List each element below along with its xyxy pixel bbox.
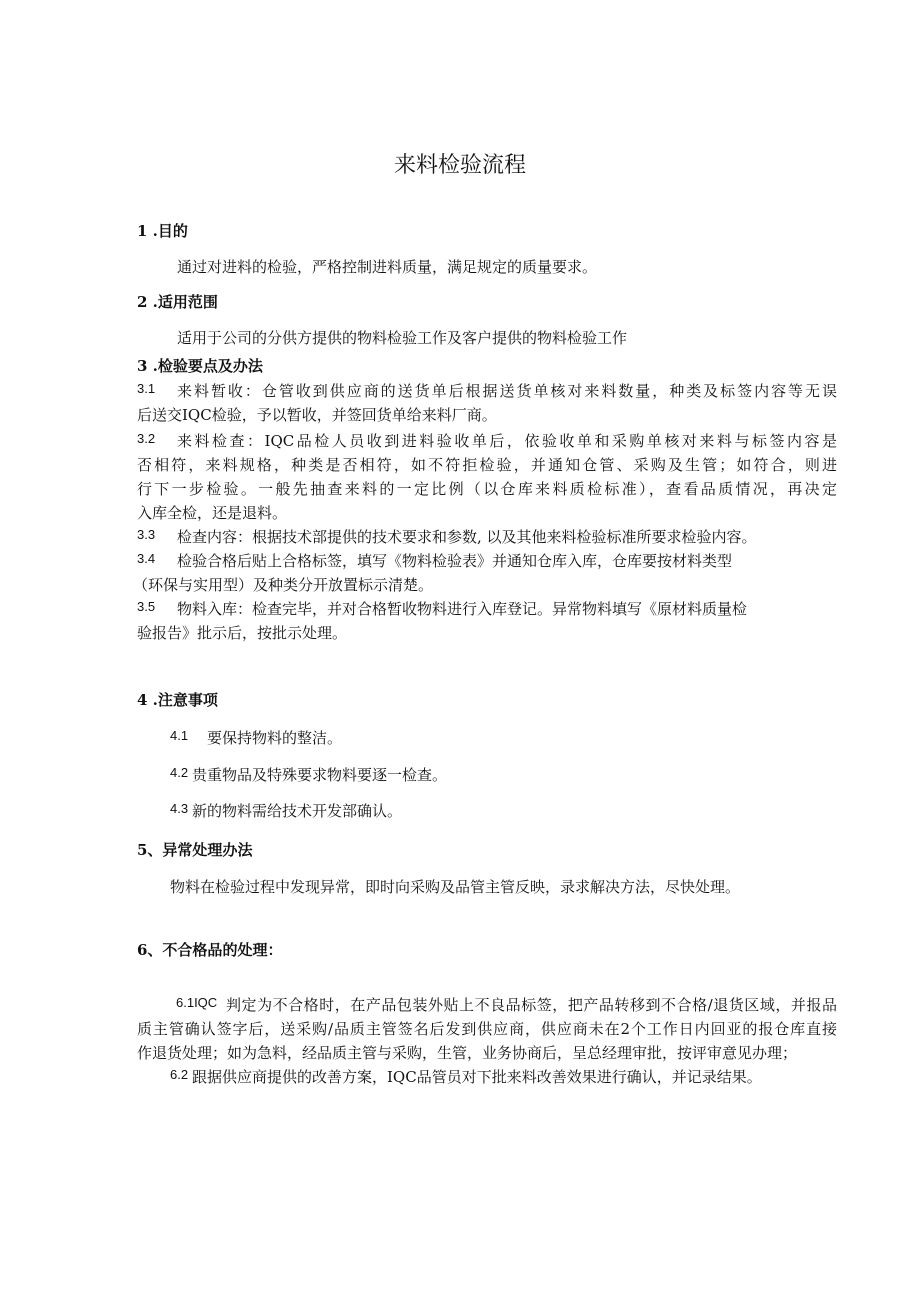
section-6-heading: 6、不合格品的处理： [137,941,283,959]
item-3-2-number: 3.2 [137,431,156,446]
item-6-2-text: 跟据供应商提供的改善方案，IQC品管员对下批来料改善效果进行确认，并记录结果。 [192,1068,762,1086]
section-4-heading: 4 .注意事项 [137,691,218,709]
item-4-2-text: 贵重物品及特殊要求物料要逐一检查。 [192,766,448,784]
section-5-heading: 5、异常处理办法 [137,841,253,859]
item-3-2-line-3: 行下一步检验。一般先抽查来料的一定比例（以仓库来料质检标准），查看品质情况，再决定 [137,480,837,498]
section-3-heading: 3 .检验要点及办法 [137,357,263,375]
item-3-4-number: 3.4 [137,551,156,566]
item-3-4-line-2: （环保与实用型）及种类分开放置标示清楚。 [133,576,434,594]
item-3-1-number: 3.1 [137,381,156,396]
item-3-2-line-2: 否相符，来料规格，种类是否相符，如不符拒检验，并通知仓管、采购及生管；如符合，则进 [137,456,837,474]
item-3-5-line-2: 验报告》批示后，按批示处理。 [137,624,348,642]
section-2-body: 适用于公司的分供方提供的物料检验工作及客户提供的物料检验工作 [177,329,628,347]
item-3-1-line-1: 来料暂收：仓管收到供应商的送货单后根据送货单核对来料数量，种类及标签内容等无误 [177,382,837,400]
item-3-1-line-2: 后送交IQC检验，予以暂收，并签回货单给来料厂商。 [137,406,497,424]
item-3-4-line-1: 检验合格后贴上合格标签，填写《物料检验表》并通知仓库入库，仓库要按材料类型 [177,552,733,570]
item-4-2-number: 4.2 [170,765,189,780]
document-title: 来料检验流程 [393,153,526,178]
item-6-2-number: 6.2 [170,1067,189,1082]
section-5-body: 物料在检验过程中发现异常，即时向采购及品管主管反映，录求解决方法，尽快处理。 [170,878,741,896]
item-6-1-line-2: 质主管确认签字后，送采购/品质主管签名后发到供应商，供应商未在2个工作日内回亚的报仓库直接 [137,1020,837,1038]
item-6-1-line-1: 判定为不合格时，在产品包装外贴上不良品标签，把产品转移到不合格/退货区域，并报品 [226,996,837,1014]
item-4-3-text: 新的物料需给技术开发部确认。 [192,802,403,820]
item-6-1-line-3: 作退货处理；如为急料，经品质主管与采购，生管，业务协商后，呈总经理审批，按评审意见办理； [137,1044,798,1062]
section-1-heading: 1 .目的 [137,222,188,240]
item-6-1-number: 6.1IQC [176,995,218,1010]
item-3-3-line-1: 检查内容：根据技术部提供的技术要求和参数, 以及其他来料检验标准所要求检验内容。 [177,528,757,546]
item-3-5-number: 3.5 [137,599,156,614]
item-4-1-text: 要保持物料的整洁。 [207,729,343,747]
item-3-2-line-1: 来料检查：IQC品检人员收到进料验收单后，依验收单和采购单核对来料与标签内容是 [177,432,837,450]
section-1-body: 通过对进料的检验，严格控制进料质量，满足规定的质量要求。 [177,258,598,276]
section-2-heading: 2 .适用范围 [137,293,218,311]
item-4-3-number: 4.3 [170,801,189,816]
item-4-1-number: 4.1 [170,728,189,743]
item-3-3-number: 3.3 [137,527,156,542]
item-3-5-line-1: 物料入库：检查完毕，并对合格暂收物料进行入库登记。异常物料填写《原材料质量检 [177,600,748,618]
item-3-2-line-4: 入库全检，还是退料。 [137,504,288,522]
